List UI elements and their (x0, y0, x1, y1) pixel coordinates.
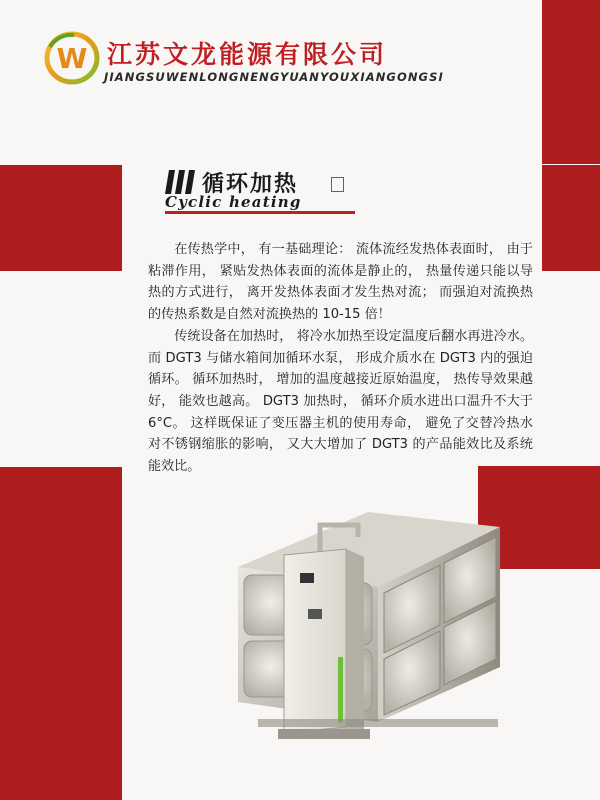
paragraph-1: 在传热学中， 有一基础理论： 流体流经发热体表面时， 由于粘滞作用， 紧贴发热体表面的流体是静止的， 热量传递只能以导热的方式进行， 离开发热体表面才发生热对流； 而强迫对流换热的传热系数是自然对流换热的 10-15 倍！ (148, 242, 533, 323)
title-bars-icon (163, 170, 201, 194)
logo-letter: W (56, 42, 88, 75)
company-name-en: JIANGSUWENLONGNENGYUANYOUXIANGONGSI (104, 70, 444, 84)
red-block-left-lower (0, 467, 122, 800)
paragraph-2: 传统设备在加热时， 将冷水加热至设定温度后翻水再进冷水。 而 DGT3 与储水箱间加循环水泵， 形成介质水在 DGT3 内的强迫循环。 循环加热时， 增加的温度越接近原始温度， 热传导效果越好， 能效也越高。 DGT3 加热时， 循环介质水进出口温升不大于 6°C。 这样既保证了变压器主机的使用寿命， 避免了交替冷热水对不锈钢缩胀的影响， 又大大增加了 DGT3 的产品能效比及系统能效比。 (148, 328, 533, 475)
product-water-tank-image (228, 497, 500, 759)
title-underline (165, 211, 355, 214)
section-title-cn: 循环加热 (202, 172, 299, 197)
red-block-right-upper (542, 165, 600, 271)
company-logo-icon (44, 31, 100, 85)
section-title-en: Cyclic heating (165, 193, 302, 211)
red-block-left-upper (0, 165, 122, 271)
red-block-top-right (542, 0, 600, 164)
seal-stamp (331, 177, 344, 192)
company-name-cn: 江苏文龙能源有限公司 (107, 40, 388, 69)
body-text (148, 239, 533, 478)
